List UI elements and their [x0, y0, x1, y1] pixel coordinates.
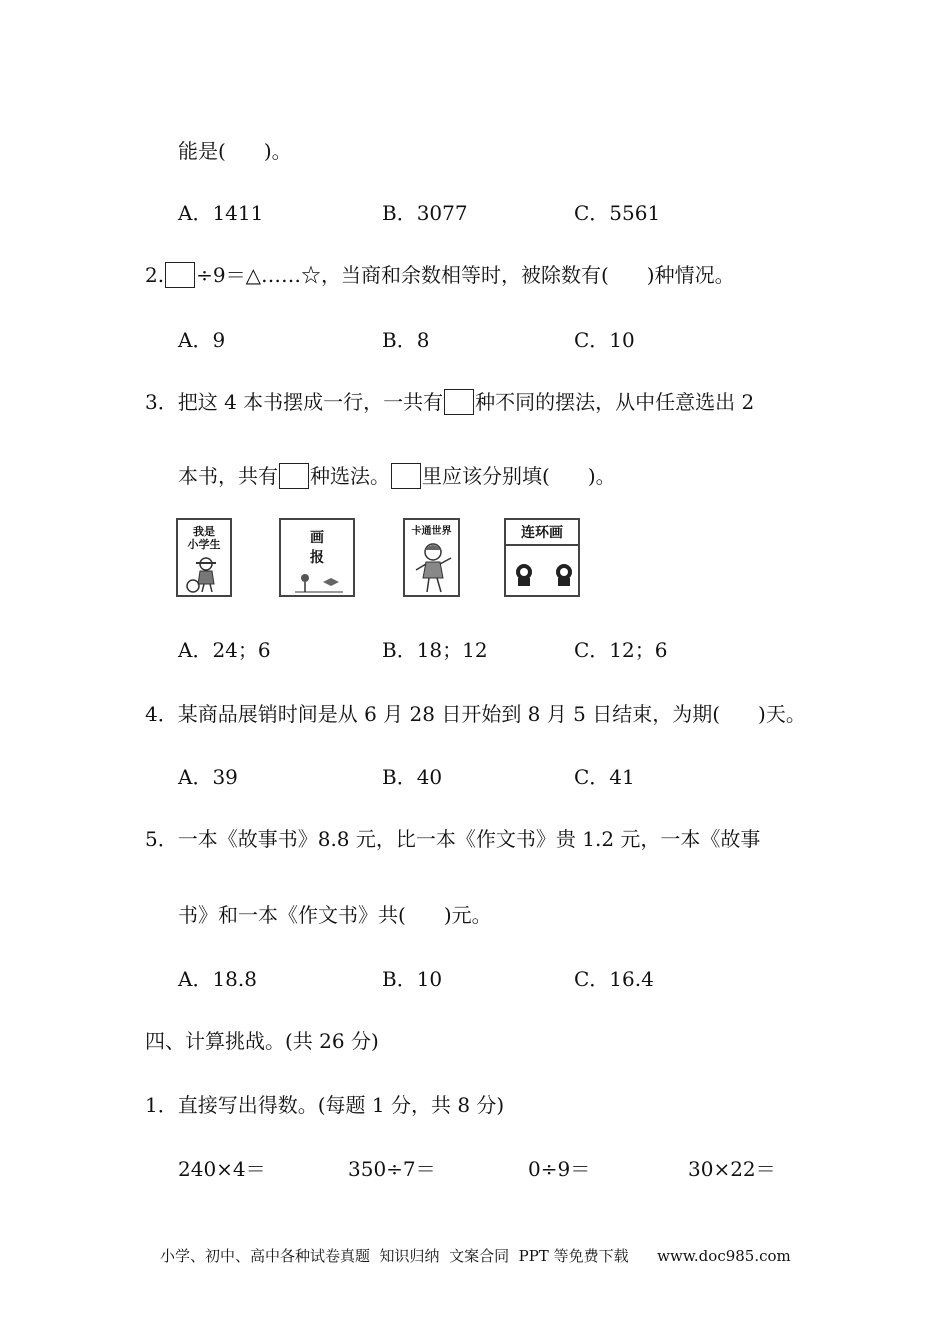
page-footer: 小学、初中、高中各种试卷真题 知识归纳 文案合同 PPT 等免费下载 www.doc985.com [160, 1247, 791, 1265]
q3-text-f: )。 [587, 464, 616, 488]
q1-stem-continuation [178, 138, 292, 164]
q3-text-e: 里应该分别填( [422, 464, 550, 488]
blank-box[interactable] [279, 463, 309, 489]
q1-text-b: )。 [263, 139, 292, 163]
book-title: 连环画 [521, 525, 563, 541]
q4-text-a: 4．某商品展销时间是从 6 月 28 日开始到 8 月 5 日结束，为期( [145, 702, 721, 726]
q4-stem [145, 701, 806, 727]
book-title: 画 报 [310, 530, 324, 566]
calc-item: 30×22＝ [688, 1157, 776, 1181]
girl-cartoon-icon [411, 540, 455, 594]
blank-box[interactable] [165, 262, 195, 288]
book-cartoon [403, 518, 460, 597]
q4-option-c[interactable]: C．41 [574, 765, 635, 789]
q3-text-b: 种不同的摆法，从中任意选出 2 [475, 390, 755, 414]
q2-text-a: ÷9＝△……☆，当商和余数相等时，被除数有( [196, 263, 609, 287]
q4-option-b[interactable]: B．40 [382, 765, 443, 789]
book-student [176, 518, 232, 597]
pandas-icon [512, 558, 576, 588]
book-title: 卡通世界 [411, 526, 452, 537]
q5-option-b[interactable]: B．10 [382, 967, 443, 991]
q5-option-c[interactable]: C．16.4 [574, 967, 654, 991]
child-reading-icon [184, 556, 226, 594]
q5-stem-line1: 5．一本《故事书》8.8 元，比一本《作文书》贵 1.2 元，一本《故事 [145, 827, 761, 851]
q3-stem-line2 [178, 463, 616, 489]
q2-text-b: )种情况。 [646, 263, 735, 287]
blank-box[interactable] [444, 389, 474, 415]
book-title: 我是 小学生 [187, 525, 221, 551]
calc-item: 0÷9＝ [528, 1157, 591, 1181]
q3-text-a: 3．把这 4 本书摆成一行，一共有 [145, 390, 444, 414]
q3-text-d: 种选法。 [310, 464, 390, 488]
q3-option-a[interactable]: A．24；6 [178, 638, 271, 662]
q3-stem-line1 [145, 389, 754, 415]
calc-item: 240×4＝ [178, 1157, 266, 1181]
calc-item: 350÷7＝ [348, 1157, 436, 1181]
q1-option-a[interactable]: A．1411 [178, 201, 264, 225]
q1-option-b[interactable]: B．3077 [382, 201, 468, 225]
q3-text-c: 本书，共有 [178, 464, 278, 488]
flowers-icon [291, 572, 347, 594]
q2-stem [145, 262, 735, 288]
q4-text-b: )天。 [758, 702, 806, 726]
q5-text-b: )元。 [443, 903, 492, 927]
q2-number: 2. [145, 263, 165, 287]
q4-option-a[interactable]: A．39 [178, 765, 238, 789]
q2-option-a[interactable]: A．9 [178, 328, 226, 352]
q2-option-b[interactable]: B．8 [382, 328, 430, 352]
q3-option-c[interactable]: C．12；6 [574, 638, 668, 662]
calc1-title: 1．直接写出得数。(每题 1 分，共 8 分) [145, 1093, 505, 1117]
q5-stem-line2 [178, 902, 492, 928]
book-comic [504, 518, 580, 597]
q1-option-c[interactable]: C．5561 [574, 201, 661, 225]
q1-text-a: 能是( [178, 139, 226, 163]
q2-option-c[interactable]: C．10 [574, 328, 635, 352]
blank-box[interactable] [391, 463, 421, 489]
q5-option-a[interactable]: A．18.8 [178, 967, 257, 991]
q5-text-a: 书》和一本《作文书》共( [178, 903, 406, 927]
q3-option-b[interactable]: B．18；12 [382, 638, 488, 662]
section-title: 四、计算挑战。(共 26 分) [145, 1029, 379, 1053]
book-pictorial [279, 518, 355, 597]
